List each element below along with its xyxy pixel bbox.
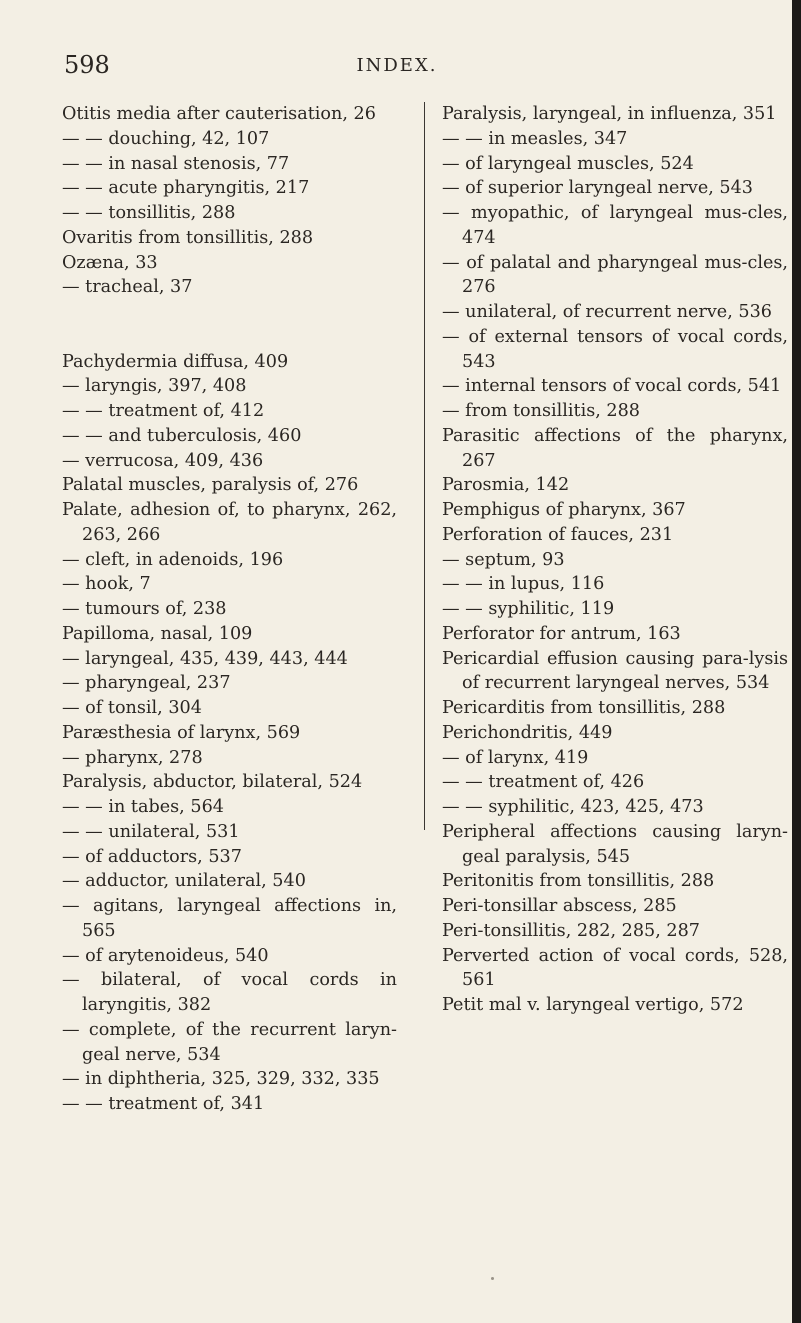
index-entry: — of adductors, 537 [62,846,242,867]
index-entry: Ozæna, 33 [62,252,158,273]
index-entry: Perforator for antrum, 163 [442,623,681,644]
index-entry: Peri-tonsillitis, 282, 285, 287 [442,920,700,941]
index-entry: Perverted action of vocal cords, 528, 561 [442,945,788,991]
index-entry: Peri-tonsillar abscess, 285 [442,896,677,916]
index-entry: — septum, 93 [442,549,565,570]
index-entry: — complete, of the recurrent laryn-geal nerve, 534 [62,1019,397,1065]
page-header [64,50,730,84]
index-entry: Pachydermia diffusa, 409 [62,351,289,372]
section-gap [62,300,397,350]
index-entry: Palatal muscles, paralysis of, 276 [62,475,359,496]
index-entry: — of larynx, 419 [442,747,589,768]
index-entry: Pericardial effusion causing para-lysis of recurrent laryngeal nerves, 534 [442,648,788,694]
index-entry: Ovaritis from tonsillitis, 288 [62,227,314,248]
index-entry: Paræsthesia of larynx, 569 [62,722,301,743]
index-entry: Paralysis, laryngeal, in influenza, 351 [442,104,777,124]
paper-speck [491,1277,494,1280]
index-entry: Palate, adhesion of, to pharynx, 262, 263, 266 [62,500,397,545]
index-entry: — adductor, unilateral, 540 [62,871,306,892]
index-entry: — in diphtheria, 325, 329, 332, 335 [62,1069,380,1090]
index-entry: Otitis media after cauterisation, 26 [62,104,376,124]
page-number: 598 [64,51,110,79]
index-entry: Parosmia, 142 [442,475,570,496]
index-entry: — internal tensors of vocal cords, 541 [442,376,782,397]
index-entry: — — in nasal stenosis, 77 [62,153,290,174]
index-entry: Peripheral affections causing laryn-geal paralysis, 545 [442,821,788,867]
index-entry: — from tonsillitis, 288 [442,401,640,421]
index-entry: Pericarditis from tonsillitis, 288 [442,698,726,718]
index-entry: — tracheal, 37 [62,277,193,298]
index-entry: — — syphilitic, 119 [442,599,615,619]
index-entry: — — acute pharyngitis, 217 [62,178,310,199]
index-entry: — of laryngeal muscles, 524 [442,153,694,174]
index-entry: Peritonitis from tonsillitis, 288 [442,871,715,892]
index-entry: — bilateral, of vocal cords in laryngitis, 382 [62,970,397,1015]
index-entry: — — treatment of, 341 [62,1094,265,1114]
index-entry: Parasitic affections of the pharynx, 267 [442,425,788,471]
page-edge-shadow [792,0,801,1323]
index-entry: — — syphilitic, 423, 425, 473 [442,797,704,817]
index-entry: — unilateral, of recurrent nerve, 536 [442,302,772,322]
index-entry: — agitans, laryngeal affections in, 565 [62,896,397,941]
index-column-right [442,102,788,1018]
index-entry: — of arytenoideus, 540 [62,945,269,966]
index-entry: Petit mal v. laryngeal vertigo, 572 [442,995,744,1015]
index-entry: — — treatment of, 412 [62,401,265,421]
index-entry: Pemphigus of pharynx, 367 [442,500,686,520]
index-entry: — pharyngeal, 237 [62,673,231,694]
index-entry: — laryngis, 397, 408 [62,376,247,397]
index-column-left [62,102,397,1117]
index-entry: — — douching, 42, 107 [62,128,270,149]
index-entry: — laryngeal, 435, 439, 443, 444 [62,648,348,669]
index-entry: — — in tabes, 564 [62,797,224,817]
index-entry: — of palatal and pharyngeal mus-cles, 276 [442,252,788,298]
index-entry: — myopathic, of laryngeal mus-cles, 474 [442,203,788,248]
index-entry: — of external tensors of vocal cords, 543 [442,326,788,372]
index-entry: — tumours of, 238 [62,599,227,619]
running-title: INDEX. [356,55,438,76]
index-entry: — — in lupus, 116 [442,574,605,595]
index-entry: — pharynx, 278 [62,747,203,768]
column-divider [424,102,425,830]
index-entry: — — and tuberculosis, 460 [62,425,302,446]
index-entry: Papilloma, nasal, 109 [62,623,253,644]
index-entry: — cleft, in adenoids, 196 [62,549,284,570]
index-entry: — of superior laryngeal nerve, 543 [442,178,754,199]
index-entry: — — treatment of, 426 [442,772,645,793]
index-entry: Perichondritis, 449 [442,722,613,743]
index-entry: — hook, 7 [62,574,151,595]
index-entry: Paralysis, abductor, bilateral, 524 [62,772,363,793]
index-entry: — verrucosa, 409, 436 [62,450,264,471]
index-entry: — — in measles, 347 [442,128,628,149]
index-entry: — — unilateral, 531 [62,821,240,842]
index-entry: — of tonsil, 304 [62,698,202,718]
index-entry: Perforation of fauces, 231 [442,524,674,545]
index-entry: — — tonsillitis, 288 [62,203,236,223]
